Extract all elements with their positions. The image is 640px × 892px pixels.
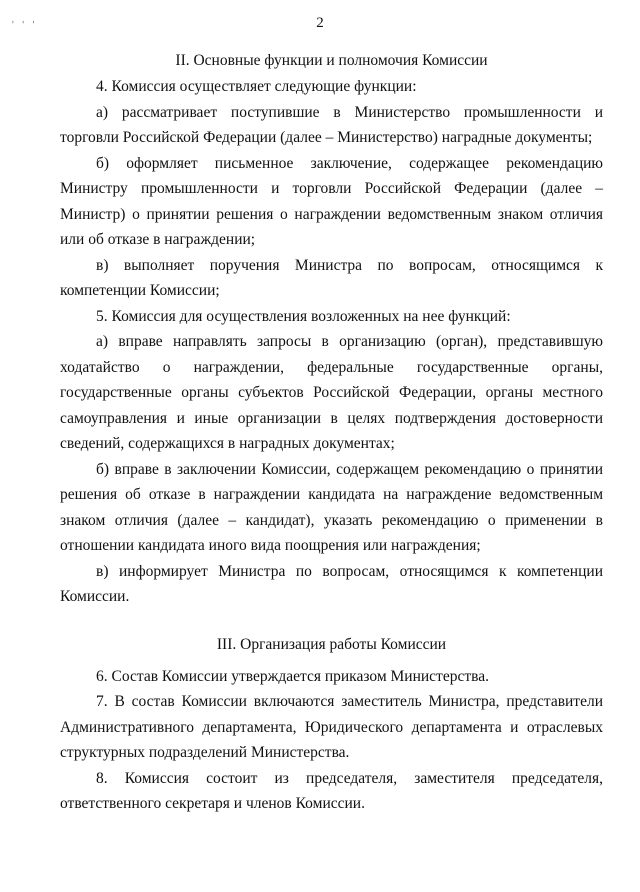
scan-mark: ' ' ': [12, 20, 38, 31]
document-body: [60, 48, 603, 817]
paragraph-4a: а) рассматривает поступившие в Министерство промышленности и торговли Российской Федерации (далее – Министерство) наградные документы;: [60, 103, 603, 146]
paragraph-5a: а) вправе направлять запросы в организацию (орган), представившую ходатайство о награждении, федеральные государственные органы, государственные органы субъектов Российской Федерации, органы местного самоуправления и иные организации в целях подтверждения достоверности сведений, содержащихся в наградных документах;: [60, 333, 603, 452]
section-gap: [60, 610, 603, 632]
paragraph-5: 5. Комиссия для осуществления возложенных на нее функций:: [96, 307, 511, 325]
paragraph-4b: б) оформляет письменное заключение, содержащее рекомендацию Министру промышленности и торговли Российской Федерации (далее – Министр) о принятии решения о награждении ведомственным знаком отличия или об отказе в награждении;: [60, 154, 603, 248]
paragraph-6: 6. Состав Комиссии утверждается приказом Министерства.: [96, 667, 489, 685]
section-3-heading: III. Организация работы Комиссии: [216, 635, 447, 653]
paragraph-8: 8. Комиссия состоит из председателя, заместителя председателя, ответственного секретаря и членов Комиссии.: [60, 769, 603, 812]
paragraph-7: 7. В состав Комиссии включаются заместитель Министра, представители Административного департамента, Юридического департамента и отраслевых структурных подразделений Министерства.: [60, 693, 603, 761]
paragraph-5b: б) вправе в заключении Комиссии, содержащем рекомендацию о принятии решения об отказе в награждении кандидата на награждение ведомственным знаком отличия (далее – кандидат), указать рекомендацию о применении в отношении кандидата иного вида поощрения или награждения;: [60, 460, 603, 554]
paragraph-5c: в) информирует Министра по вопросам, относящимся к компетенции Комиссии.: [60, 562, 603, 605]
paragraph-4: 4. Комиссия осуществляет следующие функции:: [96, 78, 417, 95]
page-number: 2: [316, 15, 324, 31]
section-2-heading: II. Основные функции и полномочия Комиссии: [175, 52, 488, 69]
paragraph-4c: в) выполняет поручения Министра по вопросам, относящимся к компетенции Комиссии;: [60, 256, 603, 299]
